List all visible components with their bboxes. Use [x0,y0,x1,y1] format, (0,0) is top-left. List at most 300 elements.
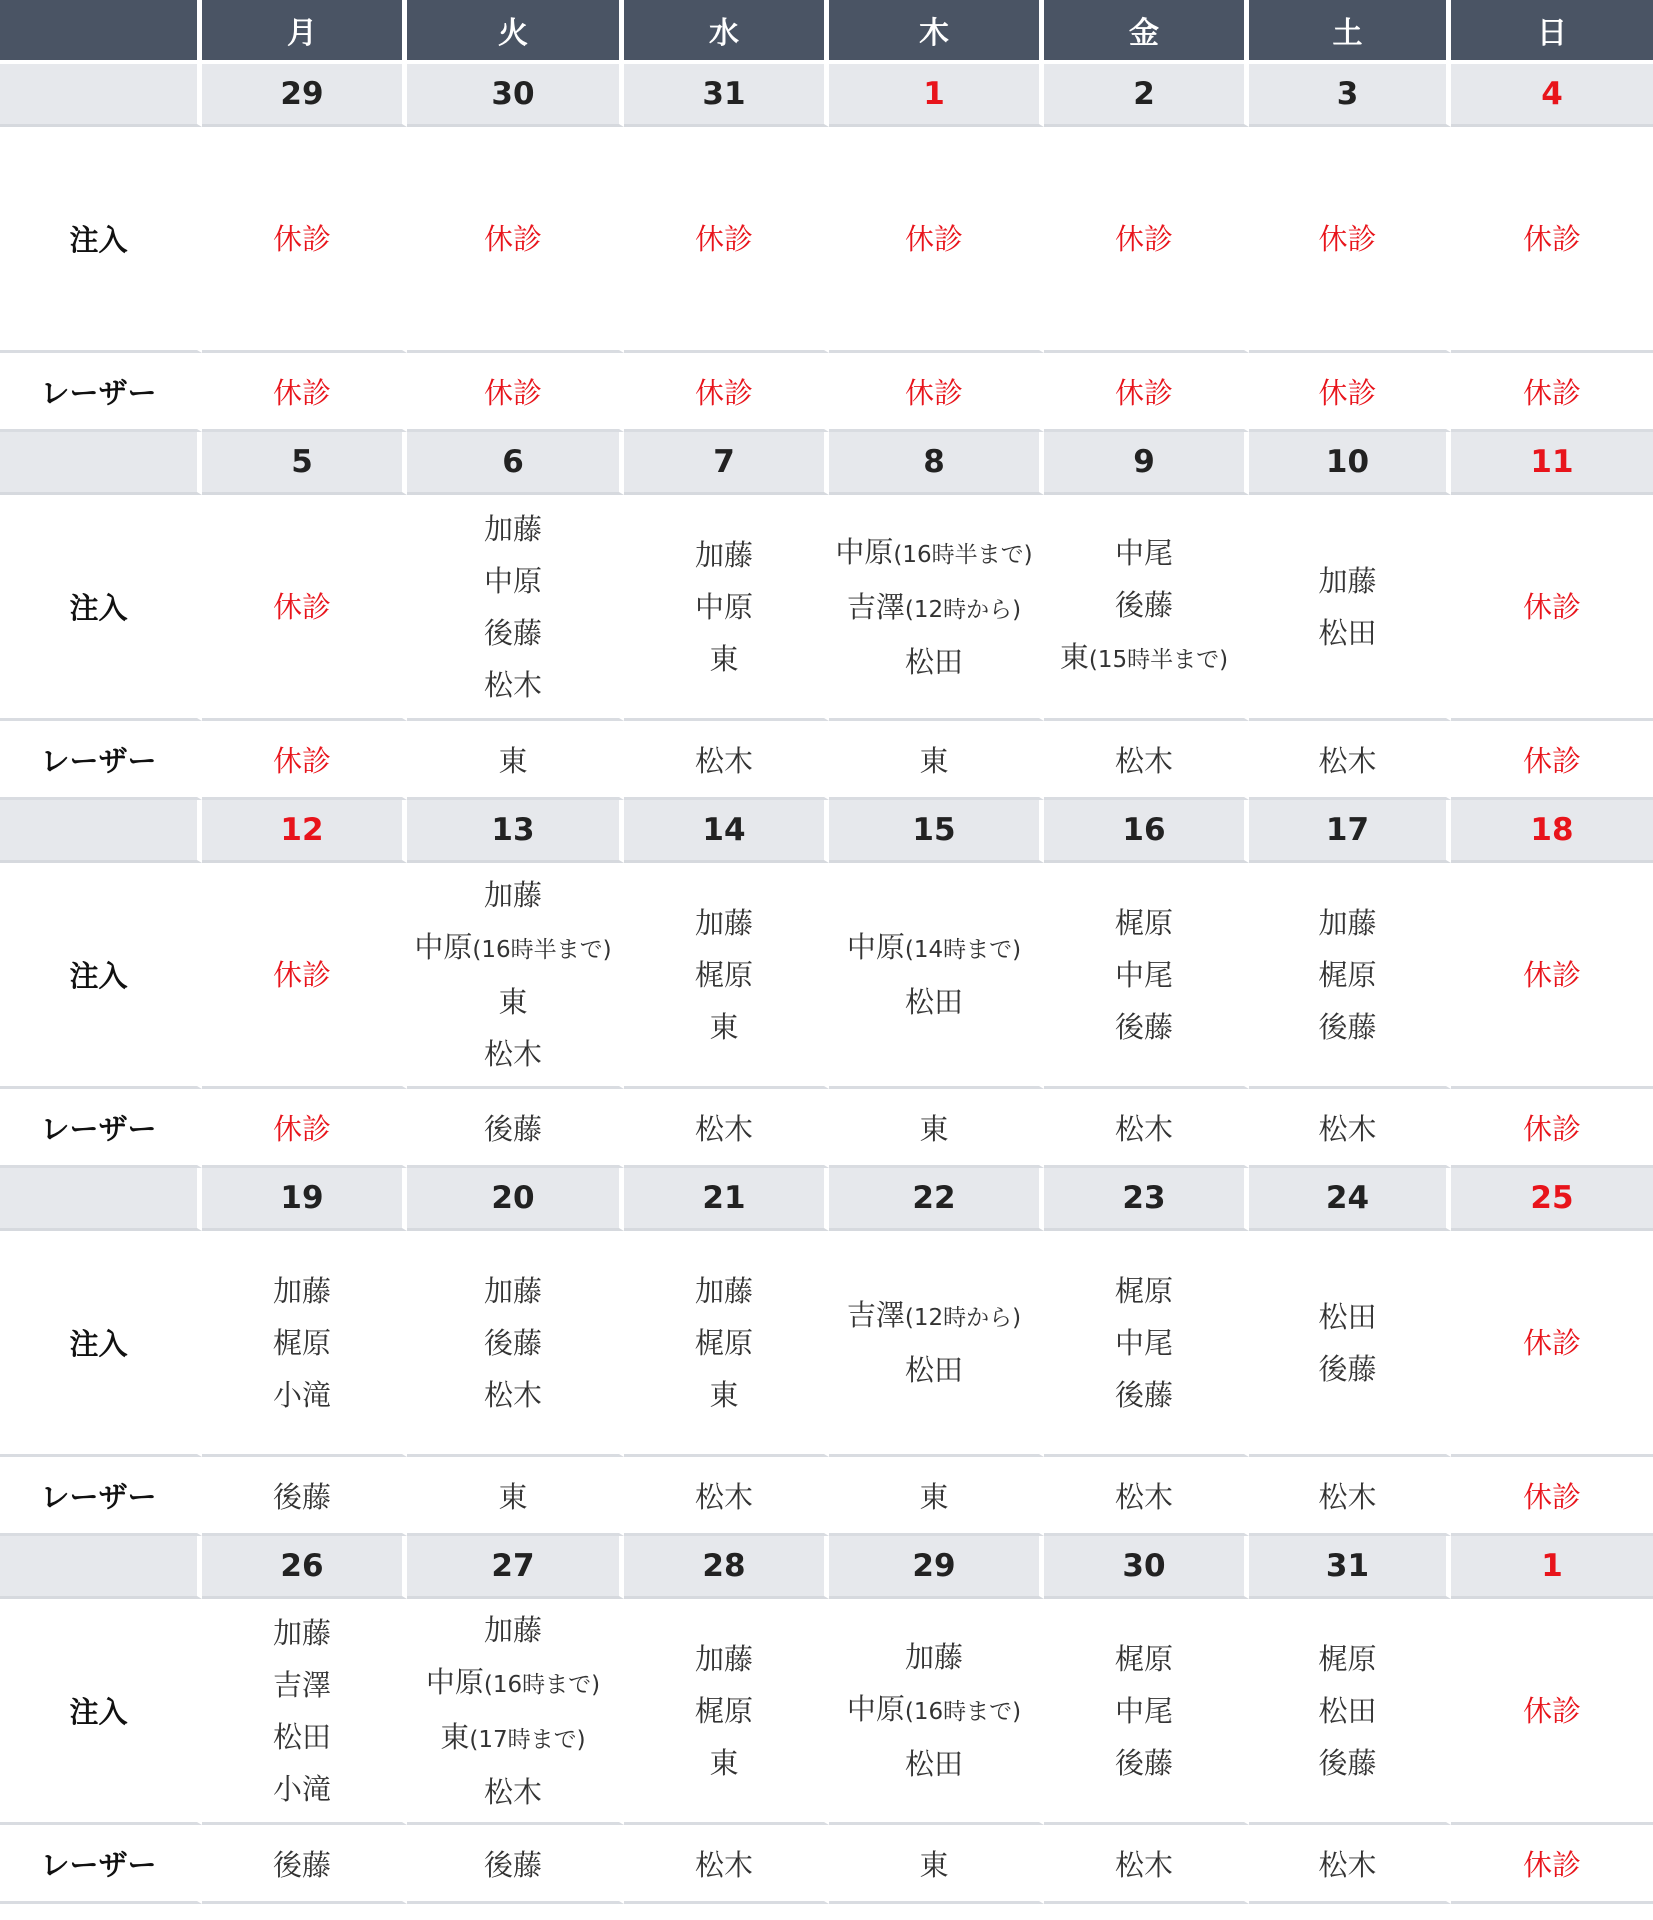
doctor-entry [829,526,1039,581]
time-note: (12時から) [904,1305,1022,1331]
doctor-entry [829,921,1039,976]
date-cell: 7 [624,432,829,495]
laser-cell: 松木 [624,1089,829,1168]
doctor-name: 梶原 [1318,957,1377,992]
doctor-name: 梶原 [1318,1641,1377,1676]
doctor-name: 松木 [483,1774,542,1809]
doctor-entry [1044,527,1244,579]
date-cell: 8 [829,432,1044,495]
injection-cell [829,127,1044,353]
doctor-name: 加藤 [694,905,753,940]
doctor-name: 松田 [904,1353,963,1387]
laser-cell: 松木 [1044,1825,1249,1904]
laser-closed-cell: 休診 [202,1089,407,1168]
doctor-entry [624,897,824,949]
date-cell: 1 [829,64,1044,127]
doctor-entry [624,633,824,685]
doctor-name: 中尾 [1114,1693,1173,1728]
doctor-entry [624,529,824,581]
doctor-entry [407,1369,619,1421]
laser-cell: 松木 [624,721,829,800]
laser-closed-cell: 休診 [1451,353,1653,432]
doctor-entry [1044,1265,1244,1317]
doctor-entry [202,1369,402,1421]
laser-cell: 松木 [624,1825,829,1904]
injection-cell [624,1231,829,1457]
injection-cell [624,495,829,721]
closed-label: 休診 [483,221,542,256]
weekday-header-fri: 金 [1044,0,1249,64]
injection-cell [1044,127,1249,353]
injection-cell [1249,863,1451,1089]
doctor-entry [1451,949,1653,1001]
doctor-entry [1451,1685,1653,1737]
date-cell: 26 [202,1536,407,1599]
doctor-entry [1249,1001,1446,1053]
doctor-name: 梶原 [1114,905,1173,940]
weekday-header-mon: 月 [202,0,407,64]
laser-cell: 松木 [1249,721,1451,800]
weekday-header-thu: 木 [829,0,1044,64]
date-row-label-cell [0,800,202,863]
doctor-entry [407,555,619,607]
injection-cell [1044,1231,1249,1457]
closed-label: 休診 [694,221,753,256]
injection-cell [1044,495,1249,721]
injection-row-label: 注入 [0,1599,202,1825]
injection-cell [202,127,407,353]
doctor-name: 吉澤 [846,1298,905,1332]
date-cell: 23 [1044,1168,1249,1231]
doctor-entry [624,1737,824,1789]
doctor-entry [407,1711,619,1766]
doctor-entry [1249,897,1446,949]
doctor-name: 加藤 [272,1615,331,1650]
doctor-entry [407,1265,619,1317]
doctor-name: 松田 [904,985,963,1019]
laser-cell: 後藤 [202,1457,407,1536]
injection-row-label: 注入 [0,495,202,721]
doctor-name: 加藤 [483,1612,542,1647]
doctor-entry [407,1604,619,1656]
laser-cell: 東 [407,721,624,800]
weekday-header-tue: 火 [407,0,624,64]
injection-cell [1249,1231,1451,1457]
doctor-name: 梶原 [694,1325,753,1360]
doctor-entry [407,607,619,659]
laser-closed-cell: 休診 [1044,353,1249,432]
doctor-name: 松木 [483,1377,542,1412]
doctor-entry [1451,581,1653,633]
doctor-entry [1249,1633,1446,1685]
injection-cell [407,127,624,353]
date-cell: 6 [407,432,624,495]
doctor-name: 松木 [483,667,542,702]
injection-cell [202,1231,407,1457]
doctor-entry [1044,1317,1244,1369]
doctor-entry [1044,1369,1244,1421]
doctor-entry [407,1028,619,1080]
doctor-entry [624,949,824,1001]
injection-cell [624,1599,829,1825]
doctor-name: 加藤 [1318,905,1377,940]
laser-row-label: レーザー [0,1457,202,1536]
doctor-name: 松田 [1318,615,1377,650]
doctor-name: 中原 [694,589,753,624]
date-cell: 21 [624,1168,829,1231]
doctor-name: 小滝 [272,1771,331,1806]
laser-cell: 松木 [1044,1089,1249,1168]
closed-label: 休診 [1522,1325,1581,1360]
time-note: (16時半まで) [472,937,612,963]
laser-row [0,1825,1653,1904]
closed-label: 休診 [1522,957,1581,992]
date-cell: 2 [1044,64,1249,127]
doctor-name: 加藤 [272,1273,331,1308]
date-cell: 28 [624,1536,829,1599]
injection-row [0,1231,1653,1457]
laser-cell: 松木 [1249,1089,1451,1168]
doctor-entry [624,1001,824,1053]
closed-label: 休診 [904,221,963,256]
doctor-entry [829,1344,1039,1396]
date-cell: 31 [624,64,829,127]
doctor-name: 後藤 [1318,1745,1377,1780]
date-cell: 22 [829,1168,1044,1231]
weekday-header-sat: 土 [1249,0,1451,64]
date-cell: 1 [1451,1536,1653,1599]
date-cell: 20 [407,1168,624,1231]
injection-cell [1451,127,1653,353]
laser-cell: 松木 [1044,1457,1249,1536]
time-note: (16時半まで) [893,541,1033,568]
doctor-name: 中原 [835,534,894,569]
doctor-name: 中尾 [1114,536,1173,570]
time-note: (17時まで) [469,1726,586,1753]
doctor-entry [1249,607,1446,659]
date-row [0,432,1653,495]
doctor-entry [829,1738,1039,1790]
doctor-name: 後藤 [1114,1377,1173,1412]
doctor-name: 中原 [846,930,905,964]
date-cell: 10 [1249,432,1451,495]
injection-cell [624,127,829,353]
doctor-entry [829,1683,1039,1738]
injection-cell [624,863,829,1089]
doctor-entry [624,1369,824,1421]
doctor-name: 松田 [272,1719,331,1754]
doctor-name: 梶原 [1114,1641,1173,1676]
doctor-name: 加藤 [483,511,542,546]
date-cell: 13 [407,800,624,863]
doctor-name: 後藤 [1318,1351,1377,1386]
date-cell: 17 [1249,800,1451,863]
doctor-entry [1249,1291,1446,1343]
doctor-entry [1249,213,1446,265]
doctor-name: 梶原 [694,1693,753,1728]
doctor-name: 松木 [483,1037,542,1071]
injection-cell [202,1599,407,1825]
doctor-entry [1044,631,1244,686]
laser-closed-cell: 休診 [1451,1457,1653,1536]
doctor-entry [624,1685,824,1737]
doctor-name: 吉澤 [272,1667,331,1702]
laser-row-label: レーザー [0,1089,202,1168]
laser-row-label: レーザー [0,1825,202,1904]
injection-row-label: 注入 [0,127,202,353]
time-note: (15時半まで) [1088,647,1229,673]
doctor-entry [202,1317,402,1369]
laser-closed-cell: 休診 [1451,1089,1653,1168]
date-cell: 29 [829,1536,1044,1599]
doctor-name: 松田 [1318,1299,1377,1334]
injection-cell [829,863,1044,1089]
doctor-name: 東 [498,985,528,1019]
doctor-entry [407,1766,619,1818]
date-row [0,1536,1653,1599]
doctor-entry [202,949,402,1001]
date-row [0,1168,1653,1231]
doctor-entry [1044,213,1244,265]
closed-label: 休診 [1114,221,1173,256]
date-cell: 29 [202,64,407,127]
doctor-name: 梶原 [1114,1273,1173,1308]
doctor-entry [624,1633,824,1685]
injection-cell [1044,863,1249,1089]
doctor-entry [624,581,824,633]
time-note: (12時から) [904,596,1022,623]
doctor-entry [407,869,619,921]
doctor-entry [1044,897,1244,949]
date-cell: 30 [407,64,624,127]
doctor-entry [407,976,619,1028]
closed-label: 休診 [1522,221,1581,256]
date-cell: 11 [1451,432,1653,495]
doctor-entry [1044,1685,1244,1737]
doctor-entry [202,1763,402,1815]
date-row-label-cell [0,432,202,495]
injection-row [0,863,1653,1089]
laser-cell: 松木 [1249,1825,1451,1904]
laser-closed-cell: 休診 [202,721,407,800]
doctor-name: 中原 [425,1664,484,1699]
doctor-name: 中尾 [1114,957,1173,992]
injection-cell [202,863,407,1089]
doctor-entry [1044,1001,1244,1053]
injection-cell [1249,1599,1451,1825]
date-cell: 12 [202,800,407,863]
time-note: (16時まで) [904,1699,1022,1725]
laser-row-label: レーザー [0,353,202,432]
doctor-entry [829,636,1039,688]
laser-closed-cell: 休診 [1451,721,1653,800]
injection-cell [829,495,1044,721]
laser-cell: 東 [829,721,1044,800]
date-cell: 25 [1451,1168,1653,1231]
injection-cell [1451,1231,1653,1457]
doctor-entry [1044,1633,1244,1685]
injection-cell [407,495,624,721]
laser-closed-cell: 休診 [1451,1825,1653,1904]
laser-cell: 東 [829,1089,1044,1168]
doctor-name: 中原 [483,563,542,598]
laser-closed-cell: 休診 [624,353,829,432]
injection-cell [407,1599,624,1825]
doctor-entry [407,503,619,555]
date-cell: 16 [1044,800,1249,863]
closed-label: 休診 [1318,221,1377,256]
time-note: (16時まで) [483,1671,601,1698]
laser-cell: 後藤 [407,1089,624,1168]
doctor-name: 中尾 [1114,1325,1173,1360]
injection-cell [1249,127,1451,353]
doctor-name: 加藤 [694,1273,753,1308]
doctor-name: 加藤 [694,1641,753,1676]
doctor-entry [1249,1343,1446,1395]
doctor-name: 加藤 [1318,563,1377,598]
laser-cell: 東 [407,1457,624,1536]
injection-cell [1451,1599,1653,1825]
doctor-entry [829,1289,1039,1344]
doctor-entry [202,1711,402,1763]
date-row-label-cell [0,1168,202,1231]
laser-cell: 東 [829,1825,1044,1904]
date-row-label-cell [0,64,202,127]
doctor-name: 小滝 [272,1377,331,1412]
injection-cell [407,863,624,1089]
doctor-name: 中原 [846,1692,905,1726]
laser-row-label: レーザー [0,721,202,800]
date-cell: 15 [829,800,1044,863]
laser-cell: 松木 [1044,721,1249,800]
injection-row-label: 注入 [0,1231,202,1457]
laser-cell: 後藤 [202,1825,407,1904]
doctor-entry [202,1265,402,1317]
laser-closed-cell: 休診 [1249,353,1451,432]
doctor-name: 後藤 [483,615,542,650]
doctor-name: 東 [1059,640,1089,674]
laser-closed-cell: 休診 [202,353,407,432]
doctor-entry [202,581,402,633]
doctor-entry [829,1631,1039,1683]
date-cell: 9 [1044,432,1249,495]
laser-closed-cell: 休診 [829,353,1044,432]
doctor-name: 東 [440,1719,470,1754]
injection-cell [1249,495,1451,721]
time-note: (14時まで) [904,937,1022,963]
doctor-entry [202,1659,402,1711]
laser-cell: 後藤 [407,1825,624,1904]
laser-row [0,1089,1653,1168]
doctor-name: 松田 [1318,1693,1377,1728]
doctor-entry [407,213,619,265]
date-cell: 3 [1249,64,1451,127]
doctor-name: 後藤 [1114,1745,1173,1780]
laser-cell: 東 [829,1457,1044,1536]
doctor-name: 梶原 [272,1325,331,1360]
doctor-name: 東 [709,1745,739,1780]
injection-cell [829,1599,1044,1825]
doctor-entry [624,1265,824,1317]
date-row-label-cell [0,1536,202,1599]
date-row [0,64,1653,127]
injection-cell [829,1231,1044,1457]
doctor-name: 東 [709,1377,739,1412]
doctor-entry [624,213,824,265]
doctor-name: 後藤 [1318,1009,1377,1044]
weekday-header-row [0,0,1653,64]
header-corner-cell [0,0,202,64]
schedule-body [0,64,1653,1904]
injection-cell [202,495,407,721]
doctor-entry [1044,949,1244,1001]
laser-row [0,353,1653,432]
doctor-name: 後藤 [1114,1009,1173,1044]
doctor-entry [624,1317,824,1369]
doctor-name: 加藤 [483,878,542,912]
laser-cell: 松木 [1249,1457,1451,1536]
doctor-entry [407,921,619,976]
injection-row-label: 注入 [0,863,202,1089]
closed-label: 休診 [1522,1693,1581,1728]
doctor-entry [1044,1737,1244,1789]
doctor-name: 吉澤 [846,589,905,624]
doctor-name: 松田 [904,644,963,679]
doctor-entry [407,1317,619,1369]
date-cell: 30 [1044,1536,1249,1599]
doctor-entry [1249,949,1446,1001]
doctor-name: 松田 [904,1747,963,1781]
weekday-header-sun: 日 [1451,0,1653,64]
injection-cell [1451,495,1653,721]
injection-cell [407,1231,624,1457]
date-cell: 4 [1451,64,1653,127]
doctor-name: 梶原 [694,957,753,992]
doctor-entry [1044,579,1244,631]
date-cell: 5 [202,432,407,495]
doctor-name: 後藤 [483,1325,542,1360]
weekday-header-wed: 水 [624,0,829,64]
date-cell: 27 [407,1536,624,1599]
doctor-entry [1249,1685,1446,1737]
date-cell: 18 [1451,800,1653,863]
doctor-entry [407,659,619,711]
date-cell: 31 [1249,1536,1451,1599]
date-cell: 24 [1249,1168,1451,1231]
doctor-entry [407,1656,619,1711]
doctor-entry [829,213,1039,265]
doctor-name: 中原 [414,930,473,964]
doctor-name: 後藤 [1114,588,1173,622]
date-cell: 14 [624,800,829,863]
injection-row [0,1599,1653,1825]
doctor-entry [829,976,1039,1028]
injection-row [0,127,1653,353]
laser-closed-cell: 休診 [407,353,624,432]
laser-row [0,1457,1653,1536]
laser-row [0,721,1653,800]
injection-row [0,495,1653,721]
doctor-name: 東 [709,641,739,676]
doctor-name: 加藤 [483,1273,542,1308]
doctor-name: 加藤 [694,537,753,572]
laser-cell: 松木 [624,1457,829,1536]
closed-label: 休診 [272,957,331,992]
doctor-entry [1451,1317,1653,1369]
closed-label: 休診 [1522,589,1581,624]
date-row [0,800,1653,863]
doctor-entry [1249,555,1446,607]
